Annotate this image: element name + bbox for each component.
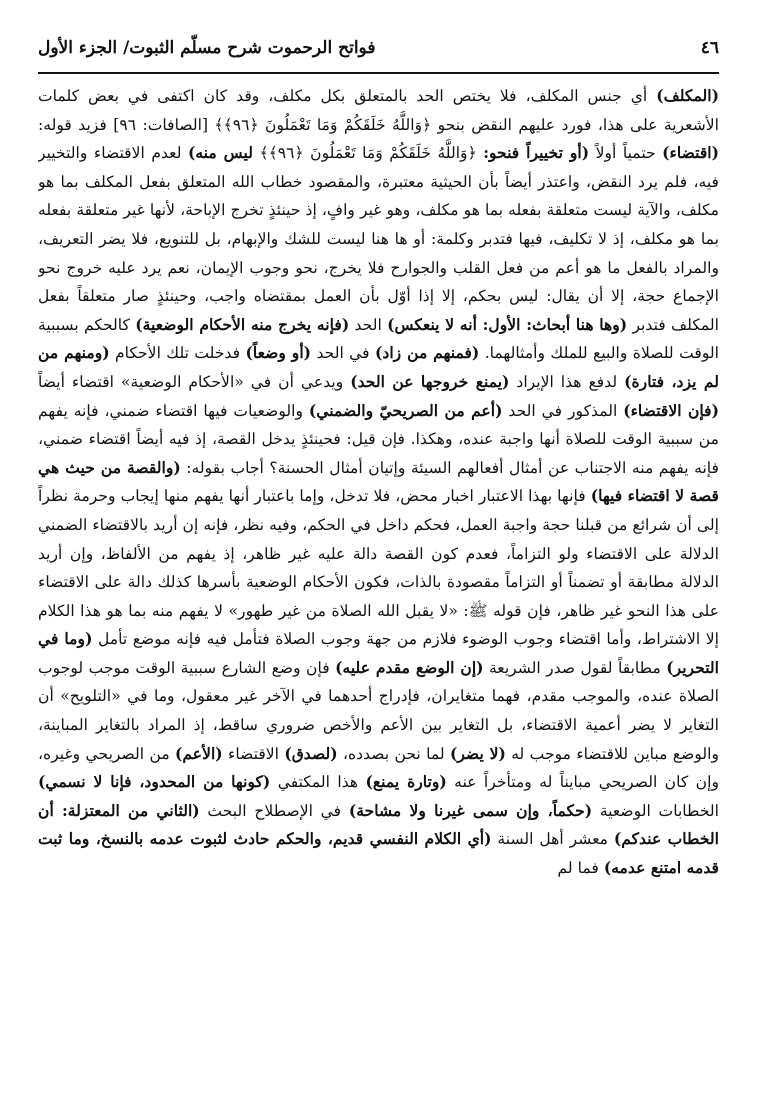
commentary-text: لعدم الاقتضاء والتخيير فيه، فلم يرد النقض، واعتذر أيضاً بأن الحيثية معتبرة، والمقصود خطاب الله المتعلق بفعل المكلف بما هو مكلف، والآية ليست متعلقة بفعله بما هو مكلف، وهو غير وافٍ، إذ حينئذٍ تخرج الإباحة، لأنها غير متعلقة بفعله بما هو مكلف، إذ لا تكليف، فيها فتدبر وكلمة: أو ها هنا ليست للشك والإبهام، بل للتنويع، فلا يضر التعريف، والمراد بالفعل ما هو أعم من فعل القلب والجوارح فلا يخرج، نحو وجوب الإيمان، نعم يرد عليه خروج نحو الإجماع حجة، إلا أن يقال: ليس بحكم، إلا إذا أوّل بأن العمل بمقتضاه واجب، وحينئذٍ صار متعلقاً بفعل المكلف فتدبر — [38, 144, 719, 334]
commentary-text: من الصريحي وغيره، وإن كان الصريحي مبايناً له ومتأخراً عنه — [38, 744, 719, 792]
lemma: (فإنه يخرج منه الأحكام الوضعية) — [135, 314, 350, 334]
quran-quote: ﴿وَاللَّهُ خَلَقَكُمْ وَمَا تَعْمَلُونَ ﴿٩٦﴾﴾ — [253, 144, 484, 163]
lemma: (لا يضر) — [449, 743, 506, 763]
lemma: (أي الكلام النفسي قديم، والحكم حادث لثبوت عدمه بالنسخ، وما ثبت قدمه امتنع عدمه) — [38, 829, 719, 878]
header-rule — [38, 72, 719, 74]
commentary-text: الاقتضاء — [222, 744, 285, 763]
commentary-text: هذا المكتفي — [270, 773, 366, 792]
lemma: (والقصة من حيث هي قصة لا اقتضاء فيها) — [38, 457, 719, 506]
lemma: (يمنع خروجها عن الحد) — [350, 371, 510, 391]
commentary-text: فدخلت تلك الأحكام — [109, 344, 246, 363]
commentary-text: أي جنس المكلف، فلا يختص الحد بالمتعلق بكل مكلف، وقد كان اكتفى في بعض كلمات الأشعرية على هذا، فورد عليهم النقض بنحو ﴿وَاللَّهُ خَلَقَكُمْ وَمَا تَعْمَلُونَ ﴿٩٦﴾﴾ [الصافات: ٩٦] فزيد قوله: — [38, 87, 719, 134]
commentary-text: ويدعي أن في «الأحكام الوضعية» اقتضاء أيضاً — [38, 372, 351, 391]
lemma: (وما في التحرير) — [38, 629, 719, 677]
lemma: (أو وضعاً) — [245, 343, 312, 363]
commentary-text: الحد — [349, 315, 388, 334]
lemma: (ومنهم من لم يزد، فتارة) — [38, 343, 719, 391]
commentary-paragraph — [38, 82, 719, 883]
commentary-text: لما نحن بصدده، — [337, 744, 450, 763]
lemma: (كونها من المحدود، فإنا لا نسمي) — [38, 772, 271, 792]
lemma: (أعم من الصريحيّ والضمني) — [308, 400, 503, 420]
lemma: (فمنهم من زاد) — [375, 343, 480, 363]
lemma: (المكلف) — [656, 86, 719, 105]
commentary-text: فإن وضع الشارع سببية الوقت موجب لوجوب الصلاة عنده، والموجب مقدم، فهما متغايران، فإدراج أحدهما في الآخر غير معقول، وما في «التلويح» أن التغاير لا يضر أعمية الاقتضاء، بل التغاير بين الأعم والأخص ضروري ساقط، إذ المراد بالتغاير المباينة، والوضع مباين للاقتضاء موجب له — [38, 658, 719, 763]
lemma: (وها هنا أبحاث: الأول: أنه لا ينعكس) — [387, 314, 628, 334]
lemma: (فإن الاقتضاء) — [623, 400, 719, 420]
lemma: (أو تخييراً فنحو: — [483, 143, 590, 163]
commentary-text: فإنها بهذا الاعتبار اخبار محض، فلا تدخل، وإما باعتبار أنها يفهم منها إيجاب وحرمة نظراً إلى أن شرائع من قبلنا حجة واجبة العمل، فحكم داخل في الحكم، وفيه نظر، فإنه إن أريد بالاقتضاء الضمني الدلالة على الاقتضاء ولو التزاماً، فعدم كون القصة دالة عليه غير ظاهر، إذ يفهم من الألفاظ، وإن أريد الدلالة مطابقة أو تضمناً أو التزاماً مقصودة بالذات، فكون الأحكام الوضعية بأسرها كذلك دالة على الاقتضاء على هذا النحو غير ظاهر، فإن قوله ﷺ: «لا يقبل الله الصلاة من غير طهور» لا يفهم منه بما هو هذا الكلام إلا الاشتراط، وأما اقتضاء وجوب الوضوء فلازم من جهة وجوب الصلاة فتأمل فيه فإنه موضع تأمل — [38, 487, 719, 649]
commentary-text: حتمياً أولاً — [589, 144, 663, 163]
lemma: (اقتضاء) — [662, 143, 719, 163]
main-text — [38, 82, 719, 1087]
lemma: (الثاني من المعتزلة: أن الخطاب عندكم) — [38, 800, 719, 849]
lemma: (الأعم) — [175, 743, 223, 763]
page-number: ٤٦ — [700, 38, 719, 58]
commentary-text: مطابقاً لقول صدر الشريعة — [483, 658, 667, 677]
commentary-text: الخطابات الوضعية — [592, 801, 719, 820]
commentary-text: لدفع هذا الإيراد — [509, 372, 625, 391]
lemma: (لصدق) — [284, 743, 338, 763]
running-title: فواتح الرحموت شرح مسلّم الثبوت/ الجزء الأول — [38, 38, 376, 58]
lemma: (إن الوضع مقدم عليه) — [335, 657, 484, 677]
commentary-text: في الحد — [311, 344, 376, 363]
commentary-text: المذكور في الحد — [502, 401, 624, 420]
lemma: (وتارة يمنع) — [365, 772, 447, 792]
commentary-text: والوضعيات فيها اقتضاء ضمني، فإنه يفهم من سببية الوقت للصلاة أنها واجبة عنده، وهكذا. فإن قيل: فحينئذٍ يدخل القصة، إذ فيه أيضاً اقتضاء ضمني، فإنه يفهم منه الاجتناب عن أمثال أفعالهم السيئة وإتيان أمثال الحسنة؟ أجاب بقوله: — [38, 401, 719, 477]
lemma: ليس منه) — [187, 143, 254, 163]
commentary-text: فما لم — [557, 859, 604, 878]
commentary-text: معشر أهل السنة — [491, 830, 614, 849]
commentary-text: في الإصطلاح البحث — [199, 801, 349, 820]
lemma: (حكماً، وإن سمى غيرنا ولا مشاحة) — [348, 800, 593, 820]
page-header — [38, 26, 719, 70]
commentary-text: كالحكم بسببية الوقت للصلاة والبيع للملك وأمثالهما. — [38, 315, 719, 363]
